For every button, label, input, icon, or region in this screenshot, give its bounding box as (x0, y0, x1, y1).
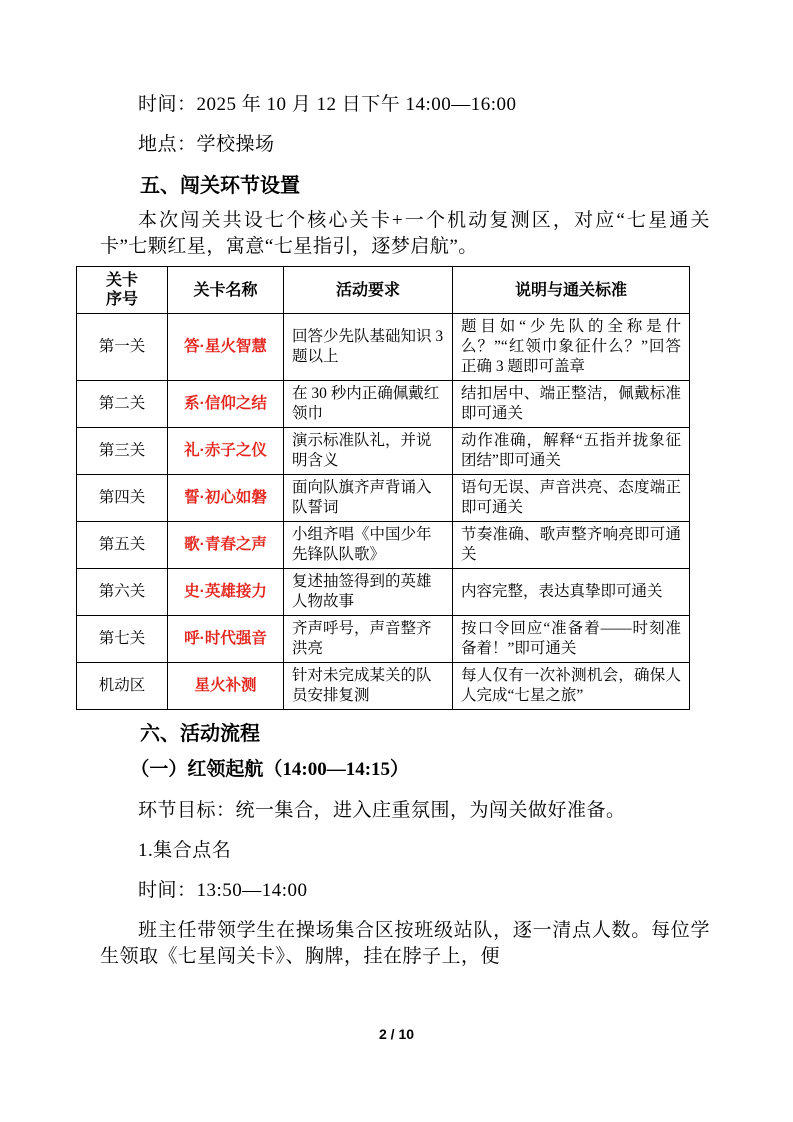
section5-paragraph: 本次闯关共设七个核心关卡+一个机动复测区，对应“七星通关卡”七颗红星，寓意“七星指引，逐梦启航”。 (100, 210, 710, 257)
table-row (77, 381, 690, 428)
table-row (77, 475, 690, 522)
level-number: 机动区 (77, 663, 168, 710)
table-row (77, 314, 690, 381)
page-number: 2 / 10 (378, 1026, 415, 1042)
level-standard: 题目如“少先队的全称是什么？”“红领巾象征什么？”回答正确 3 题即可盖章 (453, 314, 690, 381)
level-number: 第四关 (77, 475, 168, 522)
table-row (77, 522, 690, 569)
levels-table (76, 266, 690, 710)
level-name: 星火补测 (168, 663, 284, 710)
level-requirement: 针对未完成某关的队员安排复测 (284, 663, 453, 710)
level-requirement: 面向队旗齐声背诵入队誓词 (284, 475, 453, 522)
level-name: 呼·时代强音 (168, 616, 284, 663)
level-standard: 每人仅有一次补测机会，确保人人完成“七星之旅” (453, 663, 690, 710)
section6-heading: 六、活动流程 (140, 723, 260, 745)
header-level-number: 关卡序号 (77, 267, 168, 314)
section6-paragraph: 班主任带领学生在操场集合区按班级站队，逐一清点人数。每位学生领取《七星闯关卡》、胸牌，挂在脖子上，便 (100, 920, 710, 967)
level-requirement: 在 30 秒内正确佩戴红领巾 (284, 381, 453, 428)
level-requirement: 回答少先队基础知识 3 题以上 (284, 314, 453, 381)
header-level-name: 关卡名称 (168, 267, 284, 314)
time-line: 时间：2025 年 10 月 12 日下午 14:00—16:00 (138, 94, 517, 115)
header-activity-requirement: 活动要求 (284, 267, 453, 314)
level-name: 歌·青春之声 (168, 522, 284, 569)
level-number: 第六关 (77, 569, 168, 616)
section6-sub-heading: （一）红领起航（14:00—14:15） (130, 759, 410, 780)
level-standard: 语句无误、声音洪亮、态度端正即可通关 (453, 475, 690, 522)
level-number: 第三关 (77, 428, 168, 475)
table-header-row (77, 267, 690, 314)
header-pass-standard: 说明与通关标准 (453, 267, 690, 314)
table-row (77, 616, 690, 663)
level-number: 第五关 (77, 522, 168, 569)
table-row (77, 569, 690, 616)
level-requirement: 复述抽签得到的英雄人物故事 (284, 569, 453, 616)
level-name: 系·信仰之结 (168, 381, 284, 428)
level-name: 礼·赤子之仪 (168, 428, 284, 475)
level-standard: 内容完整，表达真挚即可通关 (453, 569, 690, 616)
section5-heading: 五、闯关环节设置 (140, 175, 300, 197)
level-name: 答·星火智慧 (168, 314, 284, 381)
table-row (77, 663, 690, 710)
level-number: 第一关 (77, 314, 168, 381)
level-standard: 节奏准确、歌声整齐响亮即可通关 (453, 522, 690, 569)
level-requirement: 小组齐唱《中国少年先锋队队歌》 (284, 522, 453, 569)
step-title: 1.集合点名 (138, 840, 232, 861)
table-row (77, 428, 690, 475)
level-number: 第二关 (77, 381, 168, 428)
level-requirement: 齐声呼号，声音整齐洪亮 (284, 616, 453, 663)
level-requirement: 演示标准队礼，并说明含义 (284, 428, 453, 475)
table-header (77, 267, 690, 314)
step-time: 时间：13:50—14:00 (138, 880, 308, 901)
goal-line: 环节目标：统一集合，进入庄重氛围，为闯关做好准备。 (138, 800, 626, 821)
level-standard: 按口令回应“准备着——时刻准备着！”即可通关 (453, 616, 690, 663)
level-standard: 结扣居中、端正整洁，佩戴标准即可通关 (453, 381, 690, 428)
level-number: 第七关 (77, 616, 168, 663)
level-name: 誓·初心如磐 (168, 475, 284, 522)
place-line: 地点：学校操场 (138, 134, 275, 155)
level-standard: 动作准确，解释“五指并拢象征团结”即可通关 (453, 428, 690, 475)
level-name: 史·英雄接力 (168, 569, 284, 616)
